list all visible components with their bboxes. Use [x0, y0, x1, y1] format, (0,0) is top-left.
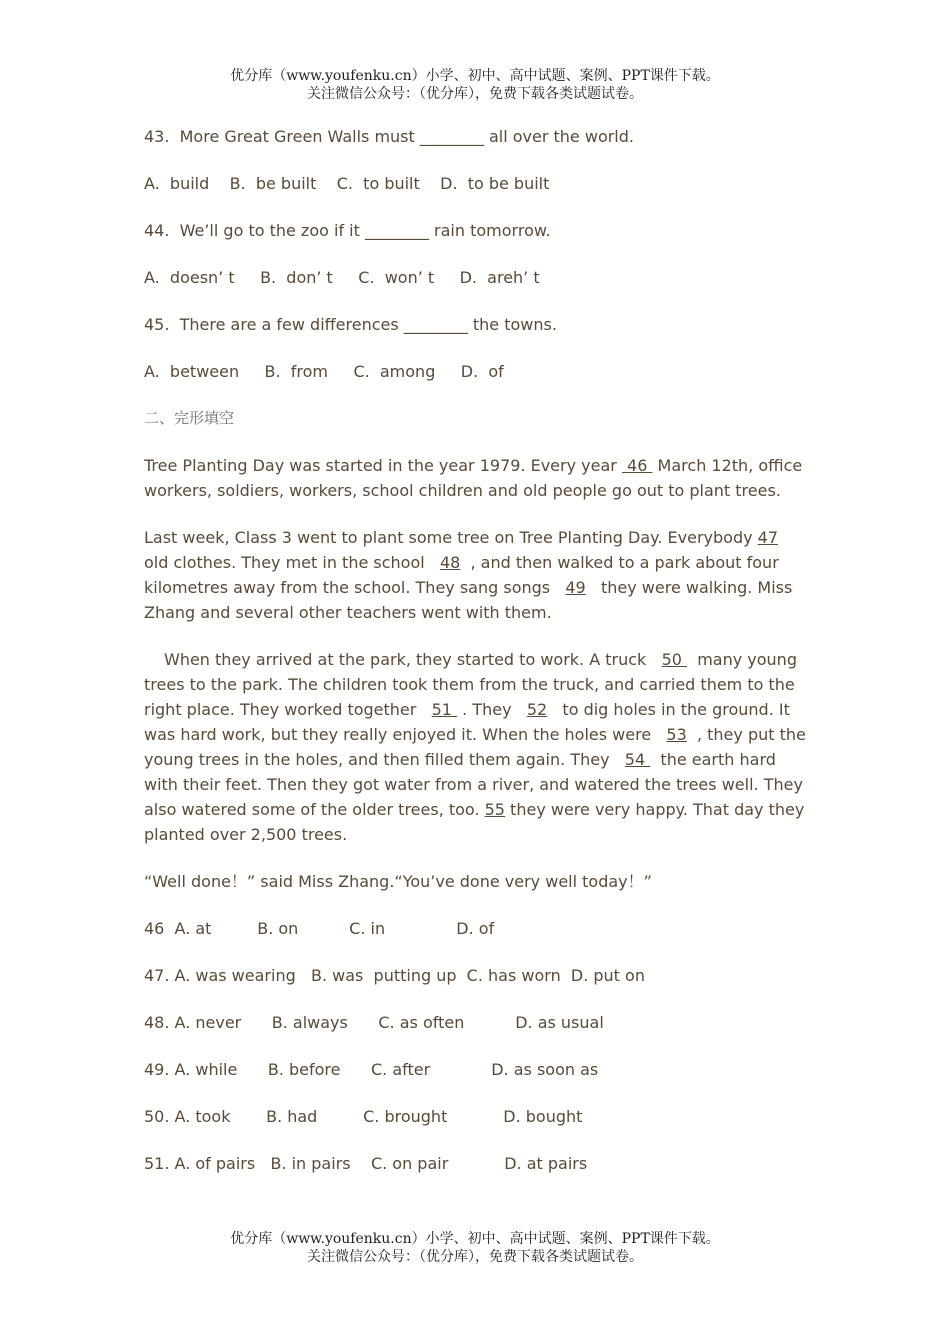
- cloze-options-46: 46 A. at B. on C. in D. of: [144, 919, 495, 938]
- header-line-2: 关注微信公众号：（优分库），免费下载各类试题试卷。: [307, 86, 643, 102]
- question-43: 43. More Great Green Walls must ________ all over the world.: [144, 127, 634, 146]
- cloze-options-51: 51. A. of pairs B. in pairs C. on pair D. at pairs: [144, 1154, 588, 1173]
- cloze-section-title: 二、完形填空: [144, 409, 235, 427]
- blank-52: 52: [526, 700, 548, 719]
- text-segment: , and then walked to a park about four kilometres away from the school. They sang songs: [144, 553, 784, 597]
- cloze-options-48: 48. A. never B. always C. as often D. as usual: [144, 1013, 604, 1032]
- cloze-options-49: 49. A. while B. before C. after D. as soon as: [144, 1060, 599, 1079]
- text-segment: . They: [457, 700, 527, 719]
- page-footer: [0, 1230, 950, 1266]
- question-44-options: A. doesn’ t B. don’ t C. won’ t D. areh’ t: [144, 268, 540, 287]
- blank-48: 48: [439, 553, 461, 572]
- blank-49: 49: [565, 578, 586, 597]
- text-segment: they were very happy. That day they planted over 2,500 trees.: [144, 800, 810, 844]
- footer-line-2: 关注微信公众号：（优分库），免费下载各类试题试卷。: [307, 1249, 643, 1265]
- page-header: [0, 67, 950, 103]
- text-segment: March 12th, office workers, soldiers, workers, school children and old people go out to plant trees.: [144, 456, 803, 500]
- blank-51: 51: [431, 700, 458, 719]
- text-segment: old clothes. They met in the school: [144, 528, 794, 572]
- question-43-options: A. build B. be built C. to built D. to be built: [144, 174, 550, 193]
- text-segment: Tree Planting Day was started in the year 1979. Every year: [144, 456, 622, 475]
- text-segment: , they put the young trees in the holes, and then filled them again. They: [144, 725, 811, 769]
- text-segment: to dig holes in the ground. It was hard work, but they really enjoyed it. When the holes were: [144, 700, 795, 744]
- text-segment: they were walking. Miss Zhang and several other teachers went with them.: [144, 578, 798, 622]
- cloze-options-50: 50. A. took B. had C. brought D. bought: [144, 1107, 583, 1126]
- header-line-1: 优分库（www.youfenku.cn）小学、初中、高中试题、案例、PPT课件下载。: [230, 68, 720, 84]
- cloze-options-47: 47. A. was wearing B. was putting up C. has worn D. put on: [144, 966, 645, 985]
- cloze-paragraph-1: [144, 453, 812, 503]
- blank-50: 50: [661, 650, 688, 669]
- worksheet-content: [144, 124, 812, 1198]
- cloze-paragraph-2: [144, 525, 812, 625]
- question-44: 44. We’ll go to the zoo if it ________ rain tomorrow.: [144, 221, 551, 240]
- text-segment: many young trees to the park. The children took them from the truck, and carried them to the right place. They worked together: [144, 650, 803, 719]
- question-45-options: A. between B. from C. among D. of: [144, 362, 504, 381]
- footer-line-1: 优分库（www.youfenku.cn）小学、初中、高中试题、案例、PPT课件下载。: [230, 1231, 720, 1247]
- blank-46: 46: [621, 456, 653, 475]
- cloze-paragraph-3: [144, 647, 812, 847]
- blank-55: 55: [484, 800, 505, 819]
- text-segment: Last week, Class 3 went to plant some tree on Tree Planting Day. Everybody: [144, 528, 758, 547]
- question-45: 45. There are a few differences ________ the towns.: [144, 315, 557, 334]
- cloze-quote: “Well done！” said Miss Zhang.“You’ve done very well today！”: [144, 872, 652, 891]
- blank-53: 53: [666, 725, 687, 744]
- blank-54: 54: [624, 750, 651, 769]
- blank-47: 47: [757, 528, 779, 547]
- text-segment: When they arrived at the park, they started to work. A truck: [164, 650, 662, 669]
- text-segment: the earth hard with their feet. Then they got water from a river, and watered the trees well. They also watered some of the older trees, too.: [144, 750, 809, 819]
